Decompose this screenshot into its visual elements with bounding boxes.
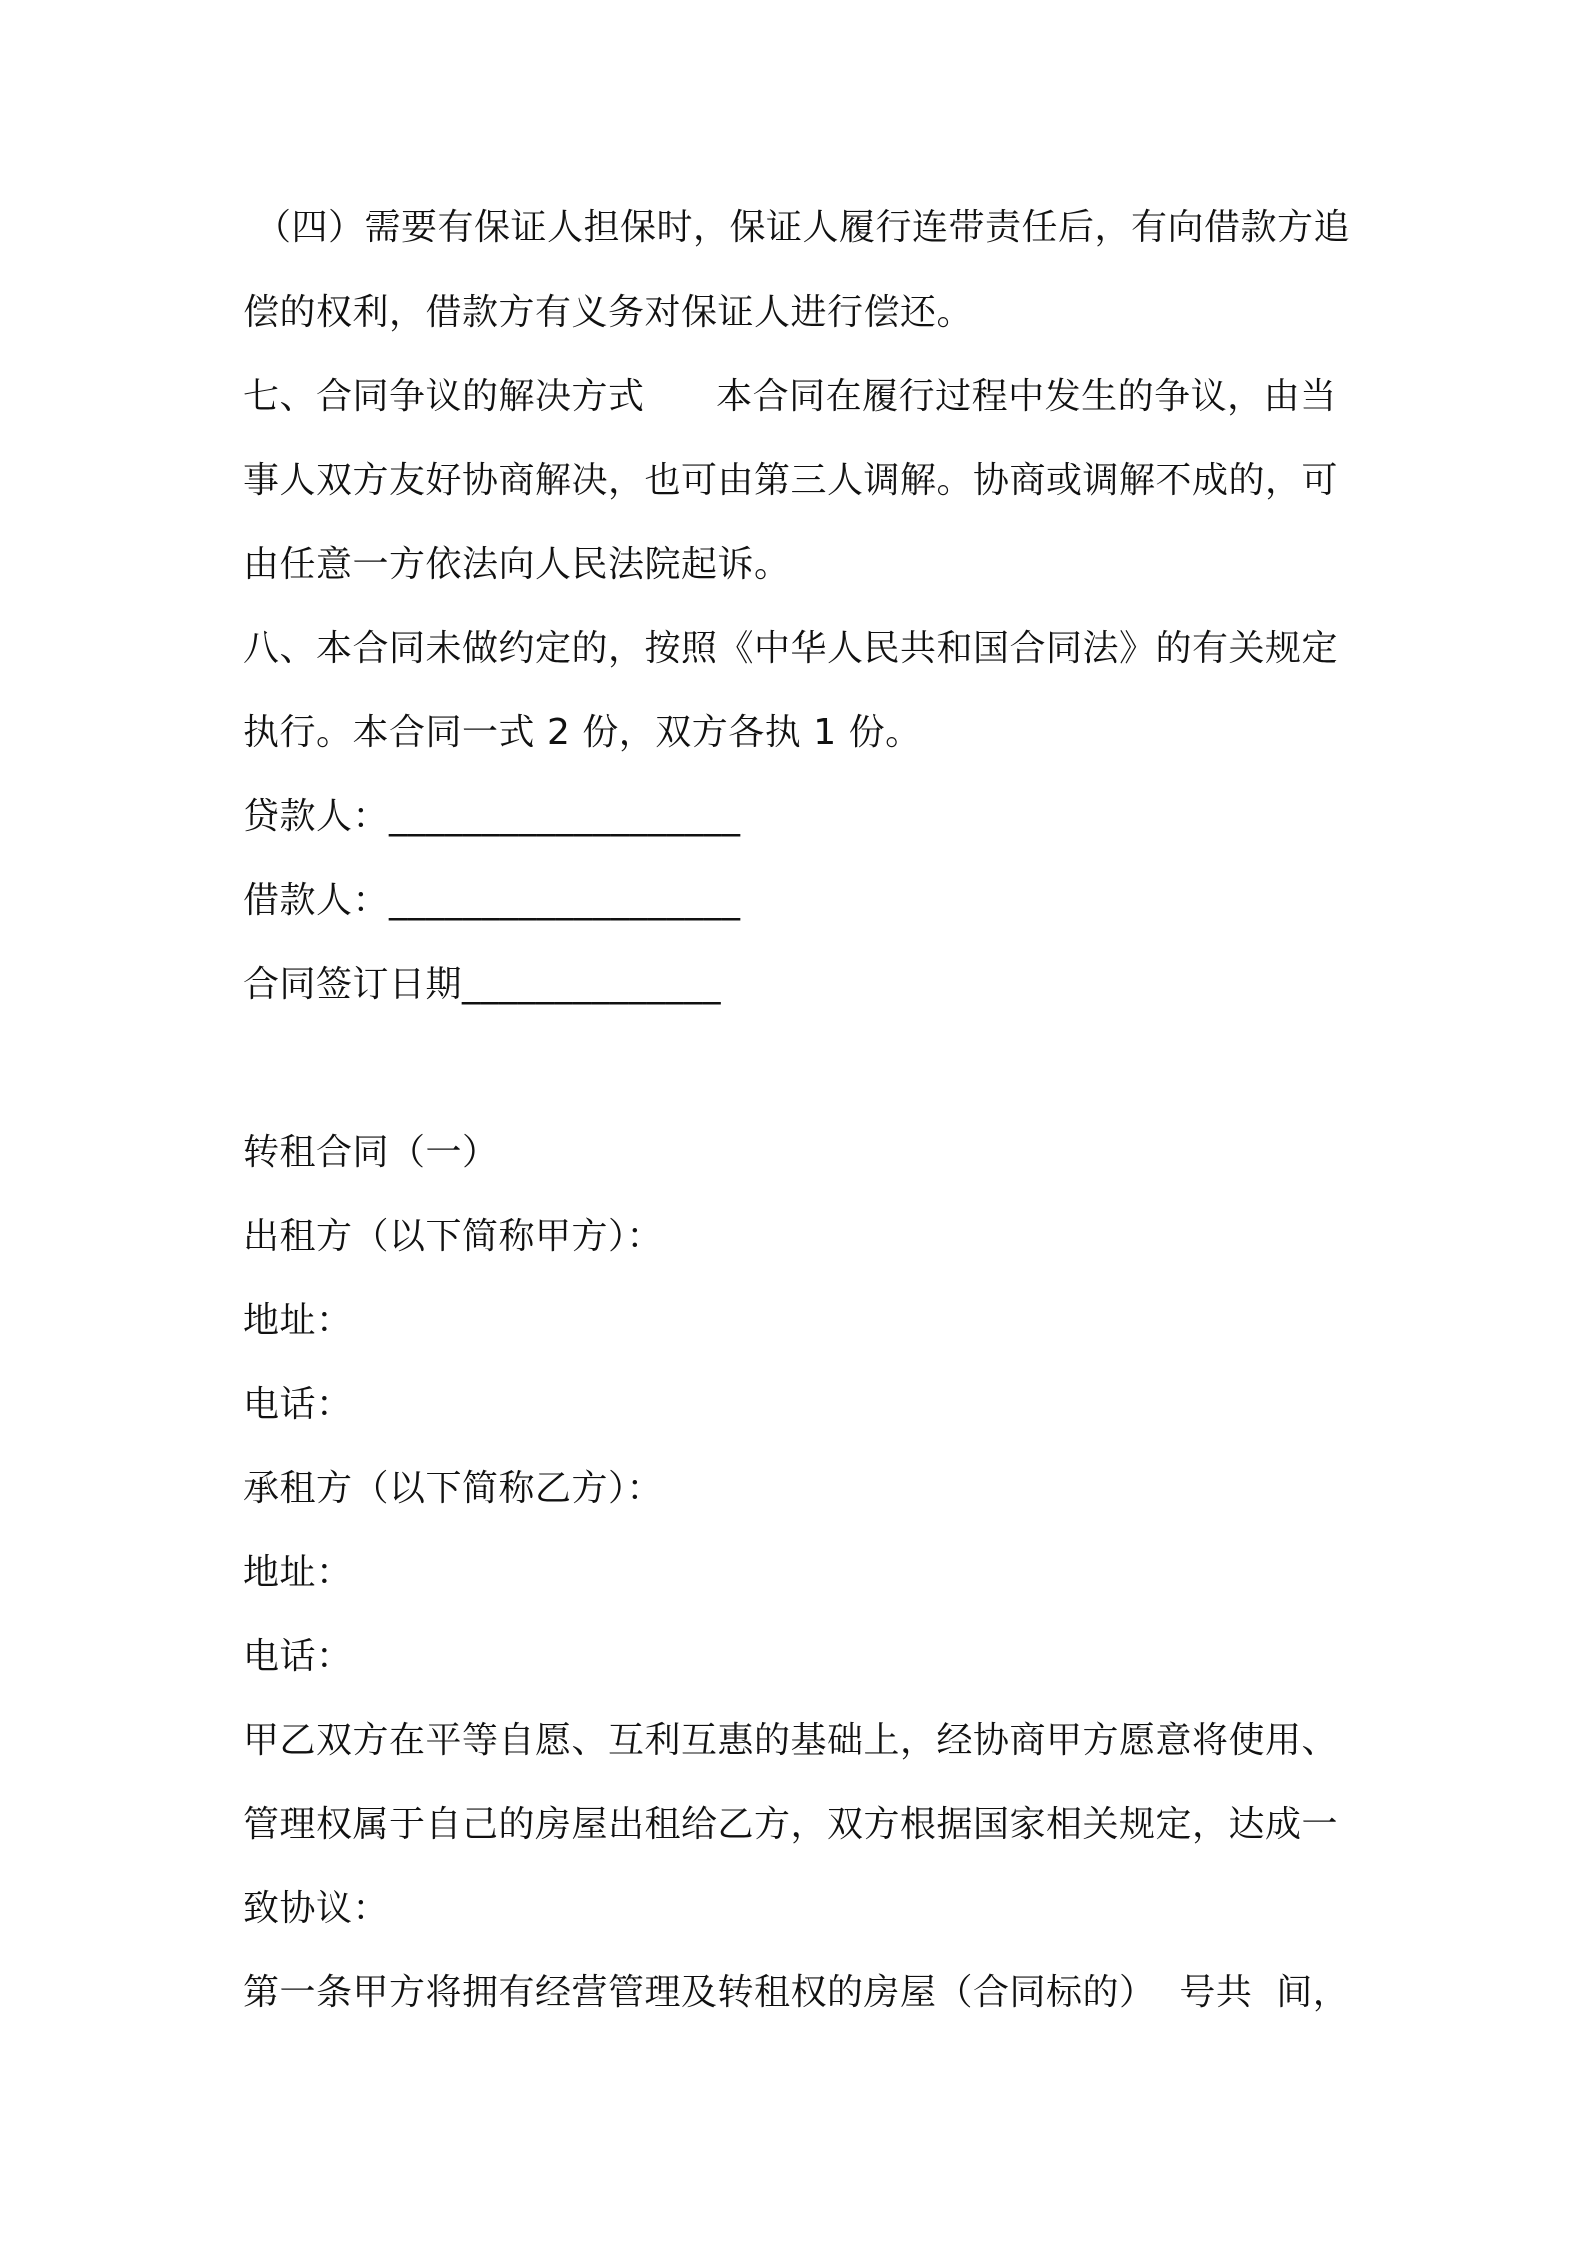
lessee-phone-label: 电话： [243,1636,353,1677]
preamble-line-2: 管理权属于自己的房屋出租给乙方，双方根据国家相关规定，达成一 [243,1804,1339,1845]
article-1-line-1: 第一条甲方将拥有经营管理及转租权的房屋（合同标的） 号共 间， [243,1972,1350,2013]
section-7-dispute-line-2: 事人双方友好协商解决，也可由第三人调解。协商或调解不成的，可 [243,460,1339,501]
lender-signature-line: 贷款人：___________________ [243,796,741,837]
lessee-label: 承租方（以下简称乙方）： [243,1468,664,1509]
preamble-line-1: 甲乙双方在平等自愿、互利互惠的基础上，经协商甲方愿意将使用、 [243,1720,1339,1761]
lessee-address-label: 地址： [243,1552,353,1593]
section-7-dispute-line-1: 七、合同争议的解决方式 本合同在履行过程中发生的争议，由当 [243,376,1337,417]
preamble-line-3: 致协议： [243,1888,390,1929]
lessor-phone-label: 电话： [243,1384,353,1425]
section-7-dispute-line-3: 由任意一方依法向人民法院起诉。 [243,544,791,585]
lessor-label: 出租方（以下简称甲方）： [243,1216,664,1257]
signing-date-line: 合同签订日期______________ [243,964,722,1005]
lessor-address-label: 地址： [243,1300,353,1341]
sublease-contract-title: 转租合同（一） [243,1132,499,1173]
borrower-signature-line: 借款人：___________________ [243,880,741,921]
section-8-line-2: 执行。本合同一式 2 份，双方各执 1 份。 [243,712,922,753]
clause-4-guarantor-line-2: 偿的权利，借款方有义务对保证人进行偿还。 [243,292,974,333]
clause-4-guarantor-line-1: （四）需要有保证人担保时，保证人履行连带责任后，有向借款方追 [255,207,1351,248]
section-8-line-1: 八、本合同未做约定的，按照《中华人民共和国合同法》的有关规定 [243,628,1339,669]
